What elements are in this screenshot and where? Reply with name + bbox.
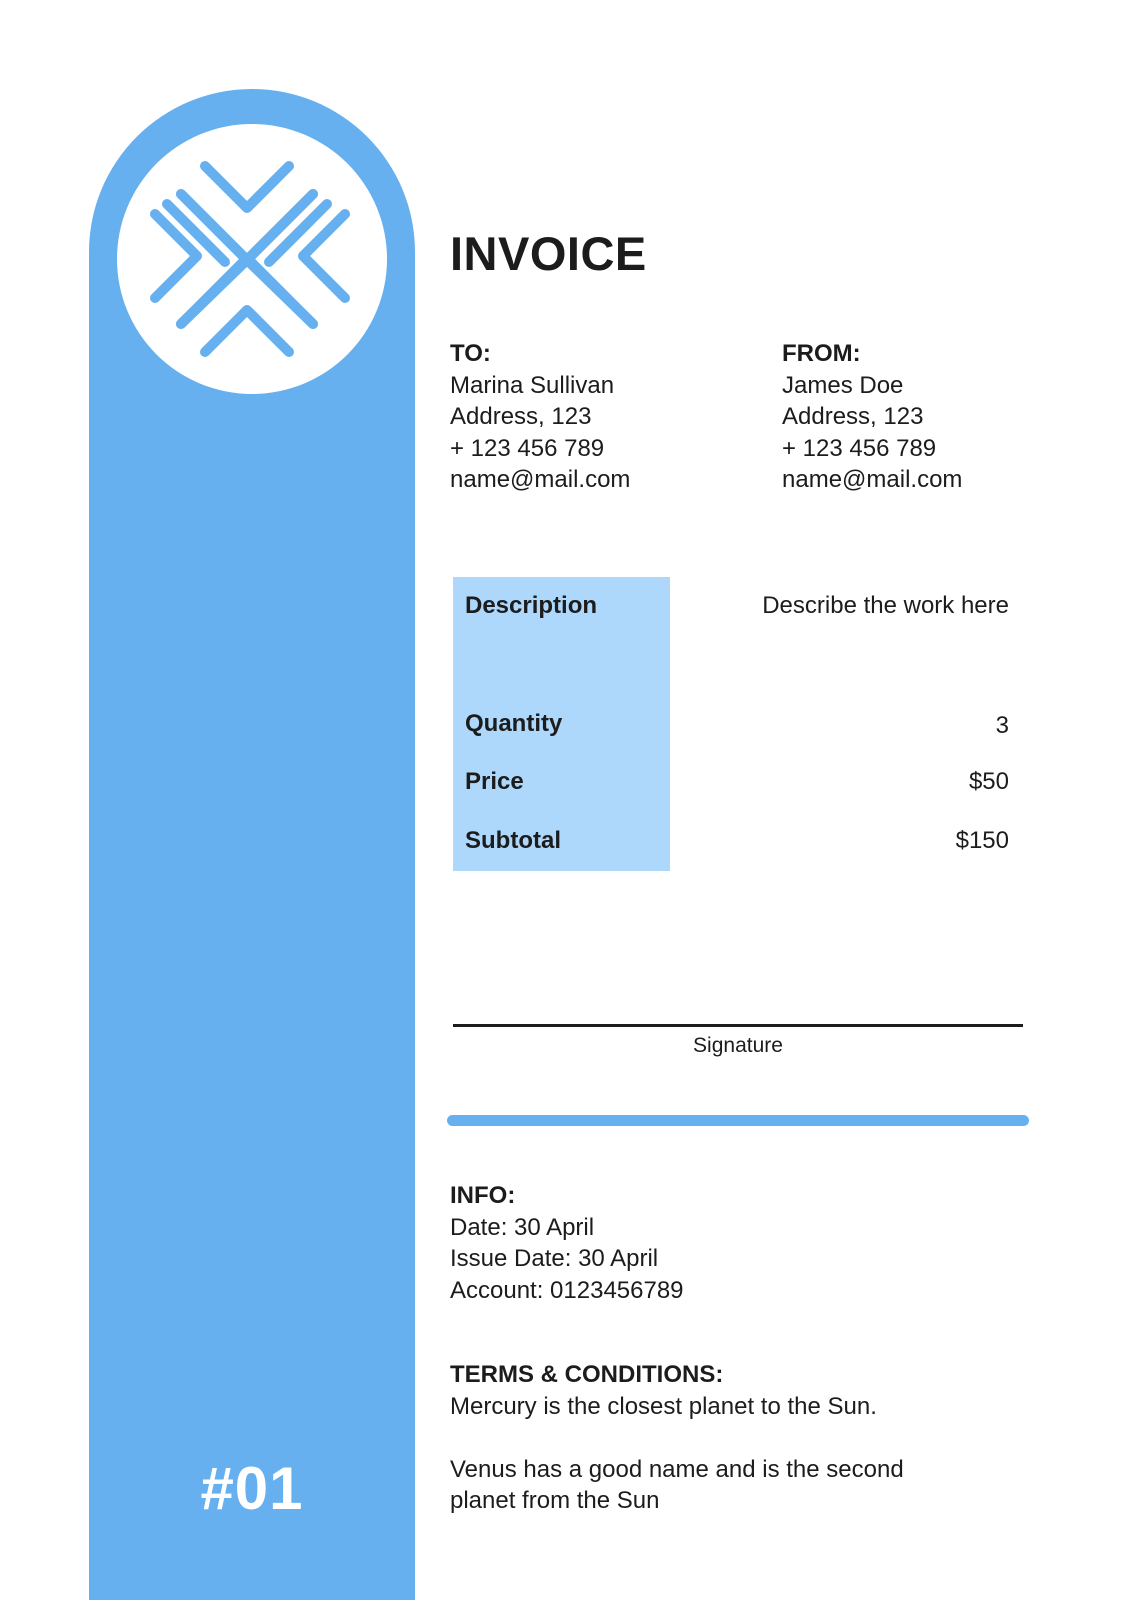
subtotal-value: $150 [955,827,1009,854]
to-address: Address, 123 [450,403,592,430]
info-heading: INFO: [450,1182,516,1209]
terms-heading: TERMS & CONDITIONS: [450,1361,724,1388]
terms-block [450,1359,1010,1517]
subtotal-label: Subtotal [465,827,561,854]
sender-block [782,338,962,496]
description-value: Describe the work here [762,592,1009,619]
to-phone: + 123 456 789 [450,434,605,462]
info-account: Account: 0123456789 [450,1276,684,1304]
from-address: Address, 123 [782,403,924,430]
price-value: $50 [968,768,1009,795]
info-date: Date: 30 April [450,1213,595,1241]
info-issue-date: Issue Date: 30 April [450,1245,659,1272]
from-phone: + 123 456 789 [782,434,937,462]
info-block [450,1180,684,1306]
sidebar-band [89,89,415,1600]
to-email: name@mail.com [450,466,631,493]
from-heading: FROM: [782,340,861,367]
section-divider [447,1115,1029,1126]
invoice-title: INVOICE [450,227,647,280]
from-email: name@mail.com [782,466,963,493]
recipient-block [450,338,630,496]
from-name: James Doe [782,371,904,399]
to-name: Marina Sullivan [450,371,615,399]
price-label: Price [465,768,524,795]
terms-line-1: Mercury is the closest planet to the Sun. [450,1392,877,1420]
quantity-value: 3 [995,712,1009,739]
invoice-number: #01 [200,1455,304,1522]
chevron-x-logo-icon [117,124,387,394]
terms-line-2b: planet from the Sun [450,1487,660,1514]
quantity-label: Quantity [465,710,563,737]
signature-line [453,1024,1023,1027]
logo-badge [117,124,387,394]
terms-line-2a: Venus has a good name and is the second [450,1455,904,1483]
to-heading: TO: [450,340,491,367]
description-label: Description [465,592,598,619]
signature-label: Signature [693,1034,783,1057]
